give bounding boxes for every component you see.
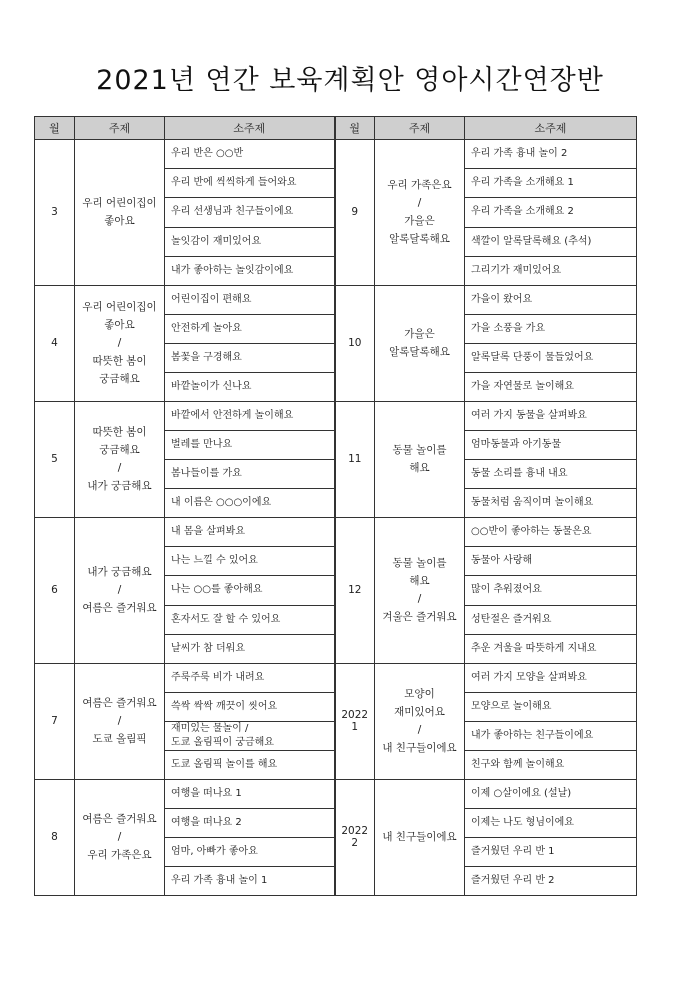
annual-plan-table	[34, 116, 637, 896]
theme-line: 도쿄 올림픽	[92, 733, 147, 746]
theme-line: 따뜻한 봄이	[92, 426, 147, 439]
right-theme-cell	[375, 140, 465, 286]
left-theme-cell	[75, 140, 165, 286]
theme-line: 우리 가족은요	[387, 179, 452, 192]
left-theme-cell	[75, 401, 165, 517]
left-subtheme-cell: 벌레를 만나요	[165, 430, 335, 459]
right-month-cell: 10	[335, 285, 375, 401]
theme-line: 궁금해요	[99, 444, 140, 457]
theme-line: 궁금해요	[99, 373, 140, 386]
left-subtheme-cell: 주룩주룩 비가 내려요	[165, 663, 335, 692]
theme-line: /	[117, 715, 122, 728]
right-subtheme-cell: 성탄절은 즐거워요	[465, 605, 637, 634]
theme-line: 내가 궁금해요	[87, 566, 152, 579]
right-subtheme-cell: 내가 좋아하는 친구들이에요	[465, 721, 637, 750]
header-theme: 주제	[75, 117, 165, 140]
right-subtheme-cell: 이제는 나도 형님이에요	[465, 808, 637, 837]
right-subtheme-cell: 엄마동물과 아기동물	[465, 430, 637, 459]
left-month-cell: 3	[35, 140, 75, 286]
left-subtheme-cell: 내 몸을 살펴봐요	[165, 517, 335, 546]
header-subtheme: 소주제	[165, 117, 335, 140]
left-subtheme-cell: 나는 느낄 수 있어요	[165, 547, 335, 576]
theme-line: 우리 어린이집이	[82, 301, 157, 314]
left-subtheme-cell: 날씨가 참 더워요	[165, 634, 335, 663]
right-subtheme-cell: 여러 가지 모양을 살펴봐요	[465, 663, 637, 692]
right-subtheme-cell: 가을이 왔어요	[465, 285, 637, 314]
theme-line: 알록달록해요	[389, 233, 450, 246]
theme-line: /	[117, 584, 122, 597]
right-subtheme-cell: 우리 가족을 소개해요 1	[465, 169, 637, 198]
left-subtheme-cell: 도쿄 올림픽 놀이를 해요	[165, 750, 335, 779]
right-month-cell: 11	[335, 401, 375, 517]
right-subtheme-cell: 동물 소리를 흉내 내요	[465, 459, 637, 488]
theme-line: 좋아요	[104, 215, 135, 228]
left-subtheme-cell: 여행을 떠나요 1	[165, 779, 335, 808]
left-subtheme-cell: 안전하게 놀아요	[165, 314, 335, 343]
right-subtheme-cell: 즐거웠던 우리 반 1	[465, 837, 637, 866]
theme-line: 우리 가족은요	[87, 849, 152, 862]
right-month-cell: 9	[335, 140, 375, 286]
theme-line: 내가 궁금해요	[87, 480, 152, 493]
left-subtheme-cell: 내가 좋아하는 놀잇감이에요	[165, 256, 335, 285]
left-month-cell: 5	[35, 401, 75, 517]
left-theme-cell	[75, 779, 165, 895]
right-subtheme-cell: 동물아 사랑해	[465, 547, 637, 576]
left-subtheme-cell: 혼자서도 잘 할 수 있어요	[165, 605, 335, 634]
right-subtheme-cell: 우리 가족 흉내 놀이 2	[465, 140, 637, 169]
theme-line: 내 친구들이에요	[382, 831, 457, 844]
right-subtheme-cell: 가을 자연물로 놀이해요	[465, 372, 637, 401]
theme-line: 동물 놀이를	[392, 557, 447, 570]
left-subtheme-cell: 여행을 떠나요 2	[165, 808, 335, 837]
theme-line: /	[117, 831, 122, 844]
right-subtheme-cell: 친구와 함께 놀이해요	[465, 750, 637, 779]
table-header-row	[35, 117, 637, 140]
table-row	[35, 779, 637, 808]
right-month-cell: 2022 2	[335, 779, 375, 895]
left-subtheme-cell: 어린이집이 편해요	[165, 285, 335, 314]
right-subtheme-cell: 가을 소풍을 가요	[465, 314, 637, 343]
right-subtheme-cell: 즐거웠던 우리 반 2	[465, 866, 637, 895]
theme-line: 우리 어린이집이	[82, 197, 157, 210]
left-subtheme-cell: 우리 선생님과 친구들이에요	[165, 198, 335, 227]
theme-line: 동물 놀이를	[392, 444, 447, 457]
right-subtheme-cell: 알록달록 단풍이 물들었어요	[465, 343, 637, 372]
header-subtheme-2: 소주제	[465, 117, 637, 140]
theme-line: 좋아요	[104, 319, 135, 332]
right-theme-cell	[375, 285, 465, 401]
left-month-cell: 4	[35, 285, 75, 401]
left-month-cell: 6	[35, 517, 75, 663]
table-row	[35, 663, 637, 692]
header-theme-2: 주제	[375, 117, 465, 140]
page-title: 2021년 연간 보육계획안 영아시간연장반	[96, 65, 604, 96]
theme-line: /	[417, 593, 422, 606]
left-subtheme-cell: 바깥에서 안전하게 놀이해요	[165, 401, 335, 430]
right-month-cell: 2022 1	[335, 663, 375, 779]
theme-line: /	[117, 337, 122, 350]
right-subtheme-cell: 그리기가 재미있어요	[465, 256, 637, 285]
right-month-cell: 12	[335, 517, 375, 663]
theme-line: 여름은 즐거워요	[82, 697, 157, 710]
left-theme-cell	[75, 285, 165, 401]
right-theme-cell	[375, 779, 465, 895]
table-row	[35, 285, 637, 314]
right-theme-cell	[375, 663, 465, 779]
right-subtheme-cell: 많이 추워졌어요	[465, 576, 637, 605]
theme-line: /	[117, 462, 122, 475]
right-subtheme-cell: 여러 가지 동물을 살펴봐요	[465, 401, 637, 430]
right-subtheme-cell: ○○반이 좋아하는 동물은요	[465, 517, 637, 546]
table-row	[35, 517, 637, 546]
right-subtheme-cell: 모양으로 놀이해요	[465, 692, 637, 721]
theme-line: 재미있어요	[394, 706, 445, 719]
left-theme-cell	[75, 517, 165, 663]
theme-line: 여름은 즐거워요	[82, 602, 157, 615]
left-subtheme-cell: 재미있는 물놀이 / 도쿄 올림픽이 궁금해요	[165, 721, 335, 750]
theme-line: 겨울은 즐거워요	[382, 611, 457, 624]
left-theme-cell	[75, 663, 165, 779]
right-subtheme-cell: 추운 겨울을 따뜻하게 지내요	[465, 634, 637, 663]
left-subtheme-cell: 쓱싹 싹싹 깨끗이 씻어요	[165, 692, 335, 721]
theme-line: 가을은	[404, 328, 435, 341]
table-row	[35, 140, 637, 169]
theme-line: /	[417, 724, 422, 737]
theme-line: 해요	[409, 462, 430, 475]
left-subtheme-cell: 봄나들이를 가요	[165, 459, 335, 488]
left-subtheme-cell: 놀잇감이 재미있어요	[165, 227, 335, 256]
left-subtheme-cell: 나는 ○○를 좋아해요	[165, 576, 335, 605]
left-month-cell: 8	[35, 779, 75, 895]
table-body	[35, 140, 637, 896]
left-subtheme-cell: 바깥놀이가 신나요	[165, 372, 335, 401]
header-month: 월	[35, 117, 75, 140]
right-theme-cell	[375, 517, 465, 663]
table-row	[35, 401, 637, 430]
theme-line: /	[417, 197, 422, 210]
left-month-cell: 7	[35, 663, 75, 779]
theme-line: 여름은 즐거워요	[82, 813, 157, 826]
theme-line: 따뜻한 봄이	[92, 355, 147, 368]
left-subtheme-cell: 엄마, 아빠가 좋아요	[165, 837, 335, 866]
theme-line: 모양이	[404, 688, 435, 701]
theme-line: 해요	[409, 575, 430, 588]
theme-line: 가을은	[404, 215, 435, 228]
theme-line: 내 친구들이에요	[382, 742, 457, 755]
right-theme-cell	[375, 401, 465, 517]
left-subtheme-cell: 우리 반은 ○○반	[165, 140, 335, 169]
left-subtheme-cell: 우리 반에 씩씩하게 들어와요	[165, 169, 335, 198]
theme-line: 알록달록해요	[389, 346, 450, 359]
header-month-2: 월	[335, 117, 375, 140]
left-subtheme-cell: 우리 가족 흉내 놀이 1	[165, 866, 335, 895]
right-subtheme-cell: 색깔이 알록달록해요 (추석)	[465, 227, 637, 256]
left-subtheme-cell: 내 이름은 ○○○이에요	[165, 488, 335, 517]
right-subtheme-cell: 이제 ○살이에요 (설날)	[465, 779, 637, 808]
right-subtheme-cell: 동물처럼 움직이며 놀이해요	[465, 488, 637, 517]
right-subtheme-cell: 우리 가족을 소개해요 2	[465, 198, 637, 227]
left-subtheme-cell: 봄꽃을 구경해요	[165, 343, 335, 372]
